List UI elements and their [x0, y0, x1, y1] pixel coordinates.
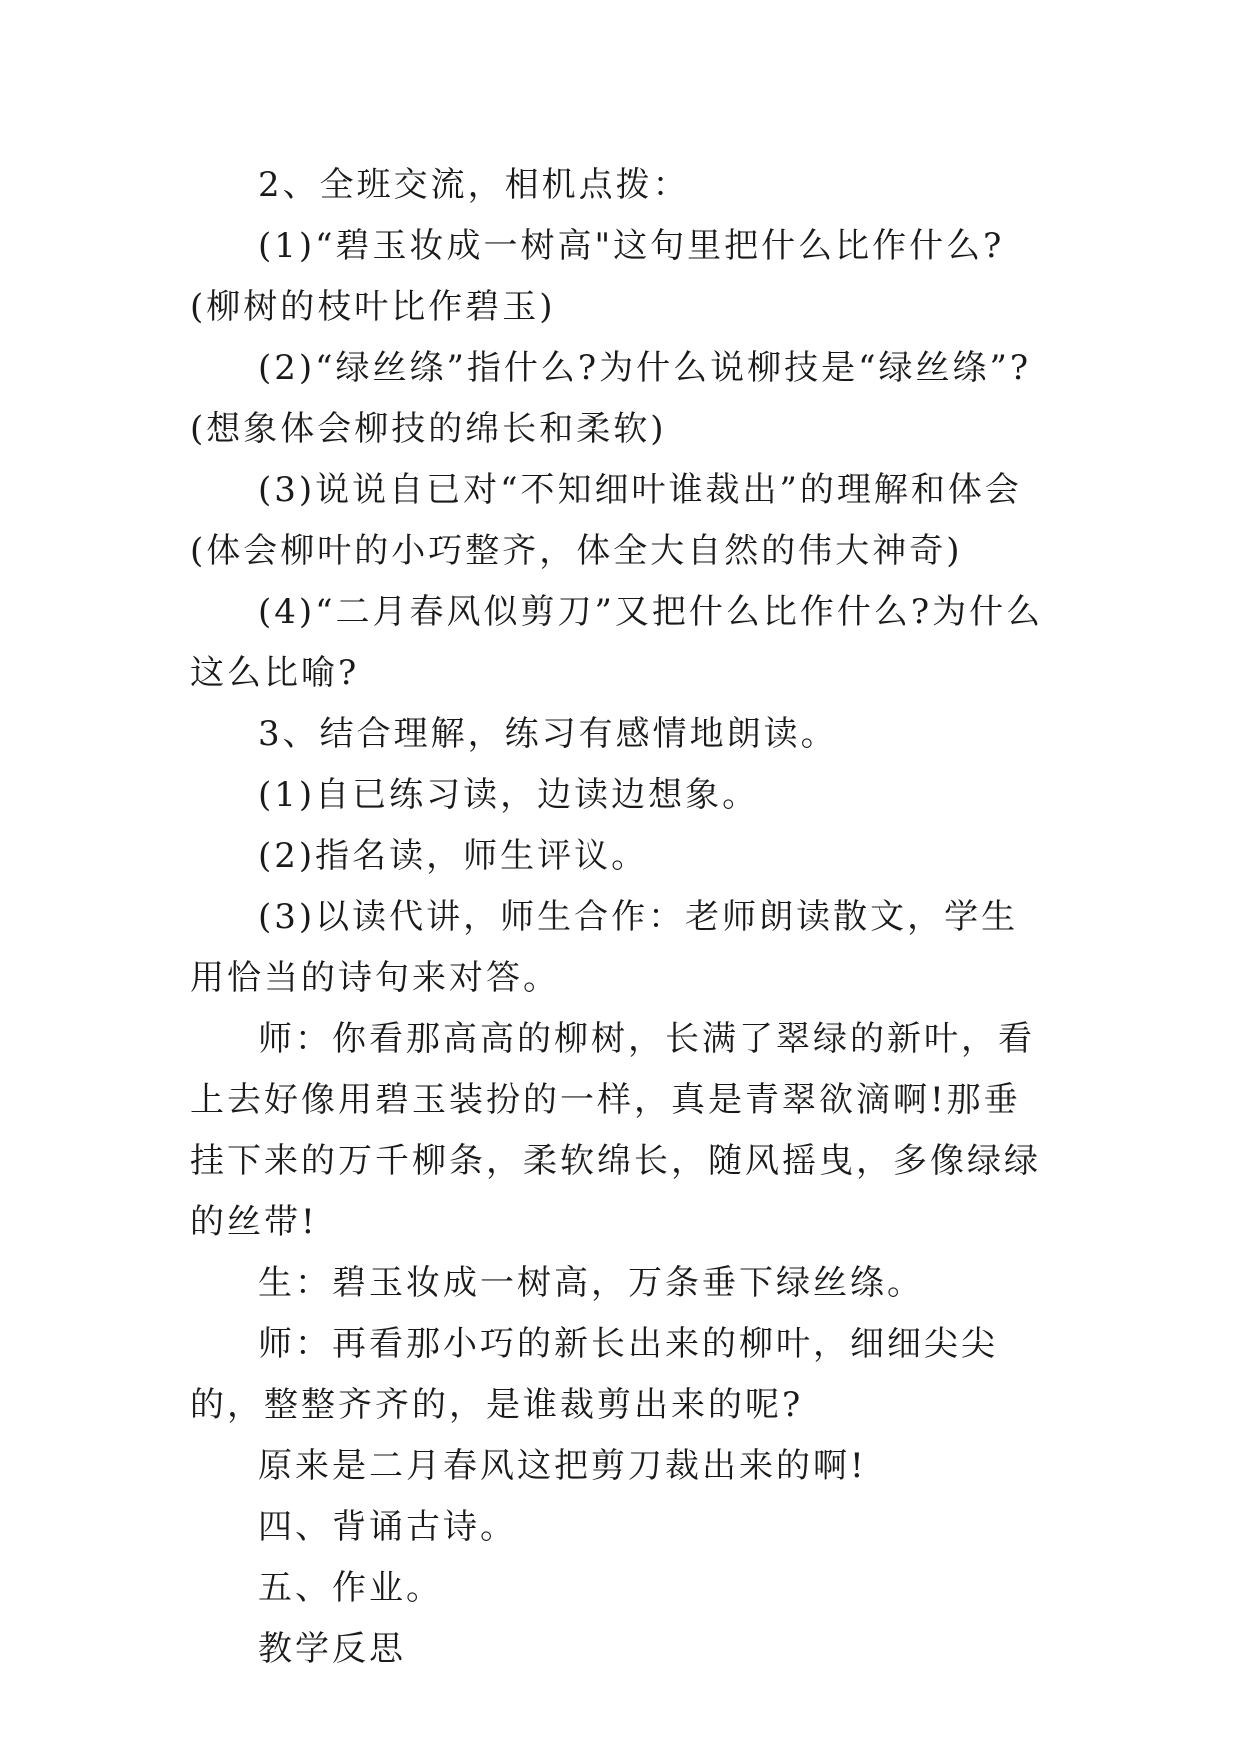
paragraph-teacher-line-1: 师：你看那高高的柳树，长满了翠绿的新叶，看上去好像用碧玉装扮的一样，真是青翠欲滴啊!那垂挂下来的万千柳条，柔软绵长，随风摇曳，多像绿绿的丝带! [190, 1019, 1041, 1242]
paragraph-section-reflection: 教学反思 [258, 1629, 406, 1669]
paragraph-question-1: (1)“碧玉妆成一树高"这句里把什么比作什么?(柳树的枝叶比作碧玉) [190, 226, 1005, 327]
paragraph-reading-step-3: (3)以读代讲，师生合作：老师朗读散文，学生用恰当的诗句来对答。 [190, 897, 1019, 998]
paragraph-section-homework: 五、作业。 [258, 1568, 443, 1608]
paragraph-section-recite: 四、背诵古诗。 [258, 1507, 517, 1547]
paragraph-class-discussion: 2、全班交流，相机点拨： [258, 165, 690, 205]
document-body [190, 155, 1050, 1680]
paragraph-reading-practice: 3、结合理解，练习有感情地朗读。 [258, 714, 838, 754]
paragraph-student-line: 生：碧玉妆成一树高，万条垂下绿丝绦。 [258, 1263, 924, 1303]
paragraph-reading-step-1: (1)自已练习读，边读边想象。 [258, 775, 760, 815]
paragraph-question-2: (2)“绿丝绦”指什么?为什么说柳技是“绿丝绦”?(想象体会柳技的绵长和柔软) [190, 348, 1032, 449]
paragraph-teacher-line-2: 师：再看那小巧的新长出来的柳叶，细细尖尖的，整整齐齐的，是谁裁剪出来的呢? [190, 1324, 998, 1425]
paragraph-question-4: (4)“二月春风似剪刀”又把什么比作什么?为什么这么比喻? [190, 592, 1044, 693]
paragraph-question-3: (3)说说自已对“不知细叶谁裁出”的理解和体会(体会柳叶的小巧整齐，体全大自然的伟大神奇) [190, 470, 1022, 571]
paragraph-reading-step-2: (2)指名读，师生评议。 [258, 836, 649, 876]
paragraph-answer: 原来是二月春风这把剪刀裁出来的啊! [258, 1446, 867, 1486]
